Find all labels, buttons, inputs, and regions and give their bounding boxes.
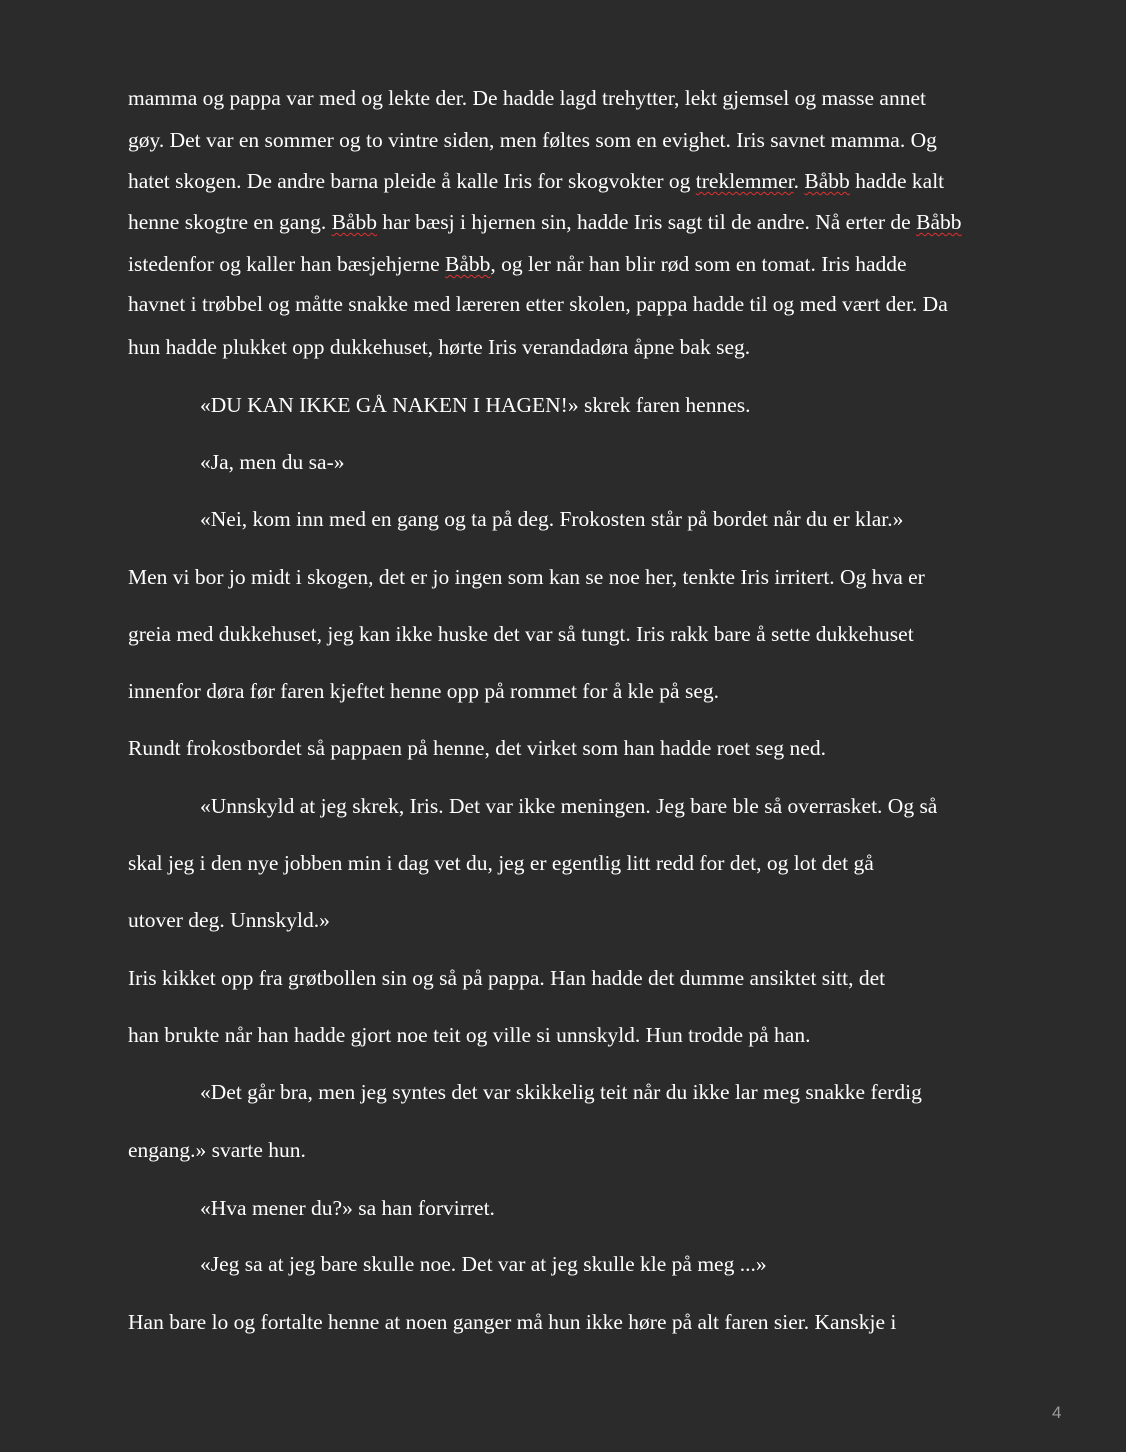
dialogue-line-2: «Ja, men du sa-» xyxy=(200,450,345,474)
spellcheck-word: Båbb xyxy=(916,210,962,234)
text-line-9: greia med dukkehuset, jeg kan ikke huske det var så tungt. Iris rakk bare å sette dukkehuset xyxy=(128,622,914,646)
text-line-17: Han bare lo og fortalte henne at noen ganger må hun ikke høre på alt faren sier. Kanskje i xyxy=(128,1310,897,1334)
text-line-11: Rundt frokostbordet så pappaen på henne, det virket som han hadde roet seg ned. xyxy=(128,736,826,760)
text-line-6: havnet i trøbbel og måtte snakke med læreren etter skolen, pappa hadde til og med vært der. Da xyxy=(128,292,948,316)
dialogue-line-6: «Hva mener du?» sa han forvirret. xyxy=(200,1196,495,1220)
text-line-10: innenfor døra før faren kjeftet henne opp på rommet for å kle på seg. xyxy=(128,679,720,703)
text-line-4: henne skogtre en gang. Båbb har bæsj i hjernen sin, hadde Iris sagt til de andre. Nå erter de Båbb xyxy=(128,210,962,234)
dialogue-line-5: «Det går bra, men jeg syntes det var skikkelig teit når du ikke lar meg snakke ferdig xyxy=(200,1080,922,1104)
text-line-5: istedenfor og kaller han bæsjehjerne Båbb, og ler når han blir rød som en tomat. Iris hadde xyxy=(128,252,907,276)
text-line-16: engang.» svarte hun. xyxy=(128,1138,306,1162)
spellcheck-word: Båbb xyxy=(331,210,377,234)
text-line-3: hatet skogen. De andre barna pleide å kalle Iris for skogvokter og treklemmer. Båbb hadde kalt xyxy=(128,169,945,193)
text-line-7: hun hadde plukket opp dukkehuset, hørte Iris verandadøra åpne bak seg. xyxy=(128,335,751,359)
text-line-2: gøy. Det var en sommer og to vintre siden, men føltes som en evighet. Iris savnet mamma. Og xyxy=(128,128,937,152)
text-line-8: Men vi bor jo midt i skogen, det er jo ingen som kan se noe her, tenkte Iris irritert. Og hva er xyxy=(128,565,925,589)
page-number: 4 xyxy=(1052,1403,1062,1422)
spellcheck-word: Båbb xyxy=(445,252,491,276)
text-line-14: Iris kikket opp fra grøtbollen sin og så på pappa. Han hadde det dumme ansiktet sitt, det xyxy=(128,966,886,990)
dialogue-line-4: «Unnskyld at jeg skrek, Iris. Det var ikke meningen. Jeg bare ble så overrasket. Og så xyxy=(200,794,938,818)
spellcheck-word: Båbb xyxy=(804,169,850,193)
dialogue-line-3: «Nei, kom inn med en gang og ta på deg. Frokosten står på bordet når du er klar.» xyxy=(200,507,904,531)
spellcheck-word: treklemmer xyxy=(695,169,794,193)
dialogue-line-1: «DU KAN IKKE GÅ NAKEN I HAGEN!» skrek faren hennes. xyxy=(200,393,751,417)
dialogue-line-7: «Jeg sa at jeg bare skulle noe. Det var at jeg skulle kle på meg ...» xyxy=(200,1252,767,1276)
text-line-13: utover deg. Unnskyld.» xyxy=(128,908,330,932)
text-line-12: skal jeg i den nye jobben min i dag vet du, jeg er egentlig litt redd for det, og lot det gå xyxy=(128,851,874,875)
text-line-1: mamma og pappa var med og lekte der. De hadde lagd trehytter, lekt gjemsel og masse annet xyxy=(128,86,926,110)
text-line-15: han brukte når han hadde gjort noe teit og ville si unnskyld. Hun trodde på han. xyxy=(128,1023,811,1047)
